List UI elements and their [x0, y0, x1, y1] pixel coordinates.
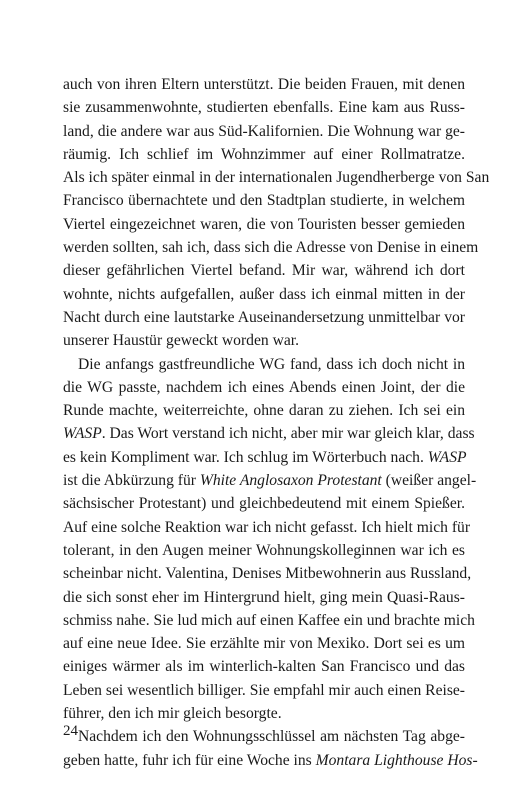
italic-text: Montara Lighthouse Hos- — [315, 751, 478, 769]
text-segment: tolerant, in den Augen meiner Wohnungskolleginnen war ich es — [63, 541, 465, 559]
text-segment: land, die andere war aus Süd-Kalifornien. Die Wohnung war ge- — [63, 122, 465, 140]
text-segment: geben hatte, fuhr ich für eine Woche ins — [63, 751, 316, 769]
text-line — [63, 120, 465, 143]
text-segment: auch von ihren Eltern unterstützt. Die beiden Frauen, mit denen — [63, 76, 465, 93]
text-segment: Francisco übernachtete und den Stadtplan studierte, in welchem — [63, 192, 465, 210]
text-segment: die sich sonst eher im Hintergrund hielt, ging mein Quasi-Raus- — [63, 588, 465, 606]
italic-text: WASP — [427, 448, 467, 466]
text-line — [63, 399, 465, 422]
italic-text: WASP — [63, 425, 102, 443]
text-line — [63, 143, 465, 166]
text-line — [63, 679, 465, 702]
text-line — [63, 632, 465, 655]
text-line — [63, 586, 465, 609]
text-segment: räumig. Ich schlief im Wohnzimmer auf einer Rollmatratze. — [63, 145, 465, 163]
text-line — [63, 376, 465, 399]
text-segment: dieser gefährlichen Viertel befand. Mir war, während ich dort — [63, 262, 465, 280]
text-line — [63, 306, 465, 329]
italic-text: White Anglosaxon Protestant — [199, 472, 382, 490]
text-segment: wohnte, nichts aufgefallen, außer dass ich einmal mitten in der — [63, 285, 465, 303]
text-line — [63, 329, 465, 352]
text-segment: (weißer angel- — [381, 472, 477, 490]
text-segment: einiges wärmer als im winterlich-kalten San Francisco und das — [63, 658, 465, 676]
text-line — [63, 166, 490, 189]
text-line — [63, 422, 475, 445]
text-segment: sie zusammenwohnte, studierten ebenfalls. Eine kam aus Russ- — [63, 99, 465, 117]
paragraph — [63, 73, 490, 353]
text-line — [63, 562, 472, 585]
text-line — [63, 492, 465, 515]
text-line — [63, 73, 465, 96]
text-segment: unserer Haustür geweckt worden war. — [63, 332, 299, 350]
page-number: 24 — [63, 723, 78, 739]
text-segment: scheinbar nicht. Valentina, Denises Mitbewohnerin aus Russland, — [63, 565, 472, 583]
paragraph — [63, 353, 477, 726]
text-line — [63, 353, 465, 376]
text-line — [63, 609, 475, 632]
text-line — [63, 725, 465, 748]
text-segment: auf eine neue Idee. Sie erzählte mir von Mexiko. Dort sei es um — [63, 635, 465, 653]
text-line — [63, 539, 465, 562]
text-line — [63, 749, 478, 772]
text-line — [63, 259, 465, 282]
text-segment: Nachdem ich den Wohnungsschlüssel am nächsten Tag abge- — [78, 728, 465, 746]
text-segment: Die anfangs gastfreundliche WG fand, dass ich doch nicht in — [78, 355, 465, 373]
text-line — [63, 446, 465, 469]
text-segment: Nacht durch eine lautstarke Auseinandersetzung unmittelbar vor — [63, 308, 465, 326]
text-line — [63, 702, 465, 725]
text-line — [63, 655, 465, 678]
text-line — [63, 96, 465, 119]
text-line — [63, 283, 465, 306]
text-line — [63, 213, 465, 236]
text-segment: Viertel eingezeichnet waren, die von Touristen besser gemieden — [63, 215, 465, 233]
text-segment: Als ich später einmal in der internationalen Jugendherberge von San — [63, 169, 490, 187]
text-segment: ist die Abkürzung für — [63, 472, 200, 490]
text-segment: werden sollten, sah ich, dass sich die Adresse von Denise in einem — [63, 239, 479, 257]
text-segment: schmiss nahe. Sie lud mich auf einen Kaffee ein und brachte mich — [63, 611, 475, 629]
paragraph — [63, 725, 478, 772]
text-segment: Auf eine solche Reaktion war ich nicht gefasst. Ich hielt mich für — [63, 518, 471, 536]
text-segment: Leben sei wesentlich billiger. Sie empfahl mir auch einen Reise- — [63, 681, 465, 699]
text-line — [63, 469, 477, 492]
text-segment: sächsischer Protestant) und gleichbedeutend mit einem Spießer. — [63, 495, 465, 513]
text-line — [63, 516, 471, 539]
text-line — [63, 236, 479, 259]
text-segment: führer, den ich mir gleich besorgte. — [63, 705, 282, 723]
body-text — [63, 73, 490, 772]
text-line — [63, 189, 465, 212]
text-segment: es kein Kompliment war. Ich schlug im Wörterbuch nach. — [63, 448, 428, 466]
text-segment: . Das Wort verstand ich nicht, aber mir war gleich klar, dass — [101, 425, 475, 443]
text-segment: Runde machte, weiterreichte, ohne daran zu ziehen. Ich sei ein — [63, 402, 465, 420]
text-segment: die WG passte, nachdem ich eines Abends einen Joint, der die — [63, 378, 465, 396]
